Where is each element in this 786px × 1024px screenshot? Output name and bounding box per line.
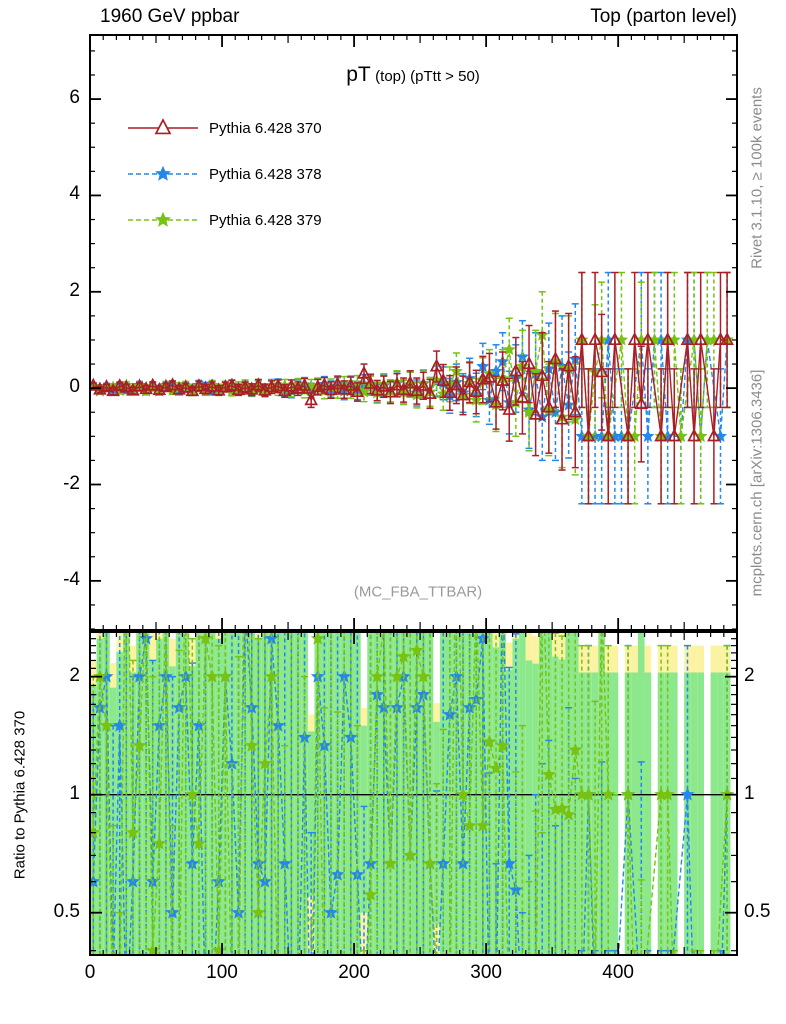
legend-label-379: Pythia 6.428 379 (209, 211, 322, 229)
main-series-6428370 (88, 273, 733, 504)
main-y-tick-label: -4 (63, 568, 80, 590)
plot-title-sub: (top) (pTtt > 50) (375, 68, 480, 85)
plot-title-main: pT (346, 63, 371, 86)
legend-swatch-green-star-icon (127, 209, 199, 231)
legend-label-370: Pythia 6.428 370 (209, 119, 322, 137)
mcplots-arxiv-note: mcplots.cern.ch [arXiv:1306.3436] (748, 369, 766, 597)
main-y-tick-label: 0 (69, 376, 80, 398)
x-tick-label: 100 (206, 962, 238, 983)
legend-item-378 (127, 162, 322, 186)
legend-item-370 (127, 116, 322, 140)
ratio-y-tick-label-left: 1 (69, 782, 80, 804)
rivet-version-note: Rivet 3.1.10, ≥ 100k events (748, 87, 766, 269)
x-tick-label: 200 (338, 962, 370, 983)
plot-title (346, 63, 480, 87)
legend-label-378: Pythia 6.428 378 (209, 165, 322, 183)
main-y-tick-label: 6 (69, 87, 80, 109)
ratio-axis-label: Ratio to Pythia 6.428 370 (11, 710, 29, 880)
ratio-y-tick-label-left: 0.5 (53, 900, 80, 922)
ratio-y-tick-label-right: 0.5 (744, 900, 771, 922)
beam-info-title: 1960 GeV ppbar (100, 6, 240, 27)
analysis-level-title: Top (parton level) (590, 6, 737, 27)
legend-item-379 (127, 208, 322, 232)
ratio-y-tick-label-left: 2 (69, 664, 80, 686)
x-tick-label: 0 (84, 962, 96, 983)
main-y-tick-label: -2 (63, 472, 80, 494)
legend-swatch-blue-star-icon (127, 163, 199, 185)
main-y-tick-label: 4 (69, 183, 80, 205)
main-y-tick-label: 2 (69, 279, 80, 301)
watermark-analysis-id: (MC_FBA_TTBAR) (353, 583, 483, 601)
x-tick-label: 400 (602, 962, 634, 983)
ratio-y-tick-label-right: 2 (744, 664, 755, 686)
legend-swatch-triangle-icon (127, 117, 199, 139)
ratio-y-tick-label-right: 1 (744, 782, 755, 804)
legend (127, 116, 322, 254)
x-tick-label: 300 (470, 962, 502, 983)
